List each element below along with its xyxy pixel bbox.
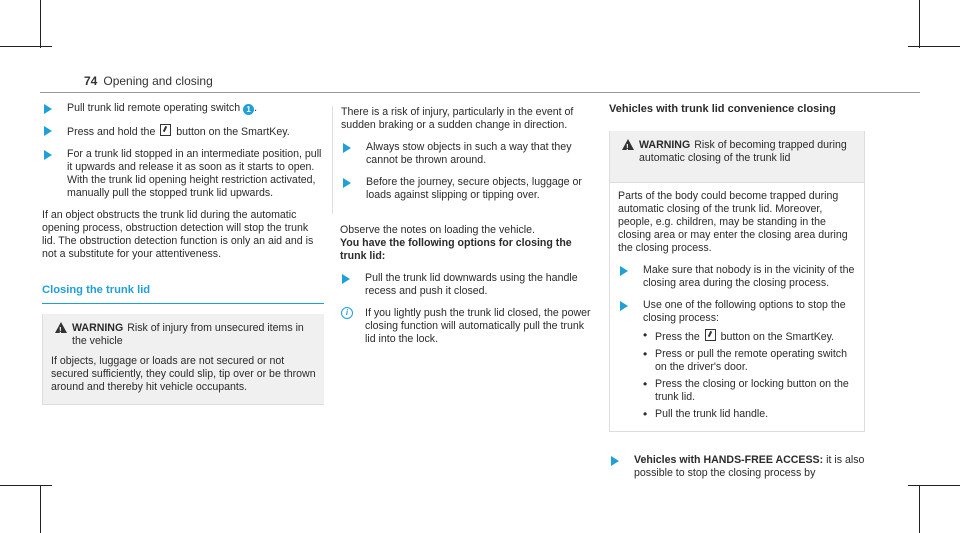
list-item: • Pull the trunk lid handle. (643, 408, 856, 421)
crop-mark (919, 0, 920, 48)
trunk-button-icon (705, 329, 716, 341)
list-item: • Press the button on the SmartKey. (643, 329, 856, 344)
step-item: Pull the trunk lid downwards using the handle recess and push it closed. (340, 272, 595, 298)
crop-mark (40, 0, 41, 48)
step-item: For a trunk lid stopped in an intermediate position, pull it upwards and release it as soon as it starts to open. With the trunk lid opening height restriction activated, manually pull the stopped trunk lid upwards. (42, 148, 324, 200)
step-item: Use one of the following options to stop the closing process: • Press the button on the SmartKey. • Press or pull the remote operating switch on the driver's door. • Press the closing or locking button on the trunk lid. • Pull the trunk lid handle. (618, 299, 856, 421)
step-arrow-icon (343, 178, 351, 188)
page-number: 74 (84, 74, 98, 88)
crop-mark (919, 485, 920, 533)
step-arrow-icon (44, 126, 52, 136)
step-item: Make sure that nobody is in the vicinity of the closing area during the closing process. (618, 264, 856, 290)
paragraph: If an object obstructs the trunk lid during the automatic opening process, obstruction detection will stop the trunk lid. The obstruction detection function is only an aid and is not a substitute for your attentiveness. (42, 209, 314, 260)
column-1 (42, 102, 324, 405)
crop-mark (0, 485, 52, 486)
step-item: Always stow objects in such a way that they cannot be thrown around. (341, 141, 595, 167)
warning-header: ! WARNING Risk of injury from unsecured items in the vehicle (51, 322, 316, 348)
warning-body: If objects, luggage or loads are not secured or not secured sufficiently, they could slip, tip over or be thrown around and thereby hit vehicle occupants. (51, 355, 316, 393)
list-item: • Press the closing or locking button on the trunk lid. (643, 378, 856, 404)
callout-badge: 1 (243, 104, 254, 115)
step-item: Before the journey, secure objects, luggage or loads against slipping or tipping over. (341, 176, 595, 202)
step-item: Vehicles with HANDS-FREE ACCESS: it is also possible to stop the closing process by (609, 454, 865, 480)
step-item: Pull trunk lid remote operating switch 1 . (42, 102, 324, 115)
section-rule (42, 303, 324, 304)
options-heading: You have the following options for closing the trunk lid: (340, 237, 572, 262)
section-heading: Vehicles with trunk lid convenience closing (609, 103, 836, 115)
step-item: Press and hold the button on the SmartKey. (42, 124, 324, 139)
warning-icon (55, 322, 67, 333)
list-item: • Press or pull the remote operating switch on the driver's door. (643, 348, 856, 374)
warning-box (42, 314, 324, 405)
trunk-button-icon (160, 124, 171, 136)
step-arrow-icon (620, 266, 628, 276)
crop-mark (40, 485, 41, 533)
warning-box (609, 131, 865, 183)
warning-body-box: Parts of the body could become trapped during automatic closing of the trunk lid. Moreover, people, e.g. children, may be standing in the closing area or may enter the closing area during the closing process. Make sure that nobody is in the vicinity of the closing area during the closing process. Use one of the following options to stop the closing process: • Press the button on the SmartKey. • Press or pull the remote operating switch on the driver's door. • Press the closing or locking button on the trunk lid. • Pull the trunk lid handle. (609, 183, 865, 432)
step-arrow-icon (342, 274, 350, 284)
warning-continuation: There is a risk of injury, particularly in the event of sudden braking or a sudden change in direction. Always stow objects in such a way that they cannot be thrown around. Before the journey, secure objects, luggage or loads against slipping or tipping over. (332, 106, 595, 214)
column-2: There is a risk of injury, particularly in the event of sudden braking or a sudden change in direction. Always stow objects in such a way that they cannot be thrown around. Before the journey, secure objects, luggage or loads against slipping or tipping over. Observe the notes on loading the vehicle. You have the following options for closing the trunk lid: Pull the trunk lid downwards using the handle recess and push it closed. i If you lightly push the trunk lid closed, the power closing function will automatically pull the trunk lid into the lock. (340, 106, 595, 355)
step-arrow-icon (343, 143, 351, 153)
step-arrow-icon (44, 150, 52, 160)
warning-header: ! WARNING Risk of becoming trapped during automatic closing of the trunk lid (618, 139, 856, 165)
crop-mark (908, 46, 960, 47)
crop-mark (0, 46, 52, 47)
header-rule (40, 92, 920, 93)
section-title: Closing the trunk lid (42, 284, 151, 296)
column-3 (609, 103, 865, 489)
step-arrow-icon (611, 456, 619, 466)
step-arrow-icon (620, 301, 628, 311)
step-arrow-icon (44, 104, 52, 114)
crop-mark (908, 485, 960, 486)
info-icon: i (341, 307, 353, 319)
warning-icon (622, 139, 634, 150)
page-title: Opening and closing (103, 74, 213, 88)
page-header (84, 74, 213, 88)
info-note: i If you lightly push the trunk lid closed, the power closing function will automatically pull the trunk lid into the lock. (340, 307, 595, 346)
